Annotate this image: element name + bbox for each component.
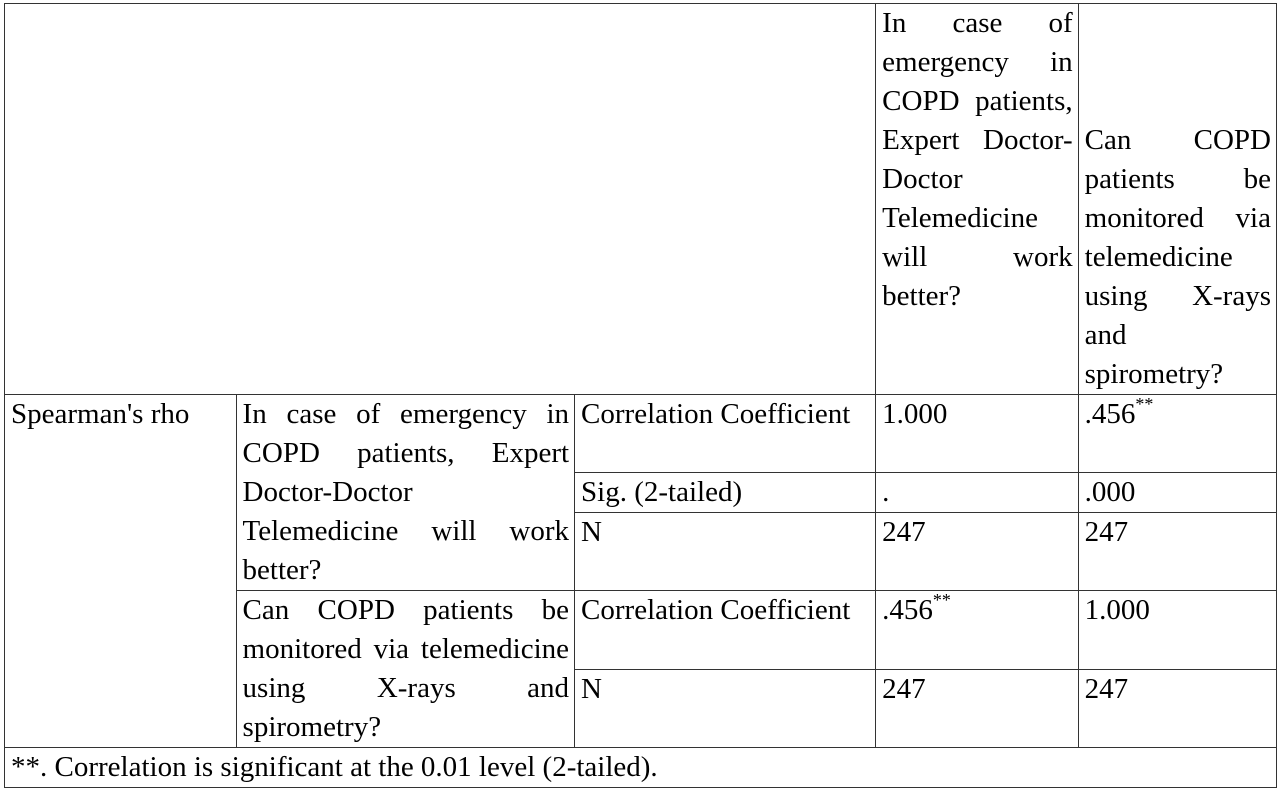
stat-label: N	[575, 669, 876, 748]
header-row	[5, 4, 1277, 395]
stat-label: Correlation Coefficient	[575, 591, 876, 670]
row-variable-1: In case of emergency in COPD patients, Expert Doctor-Doctor Telemedicine will work better?	[236, 395, 575, 591]
stat-value: 247	[876, 513, 1078, 591]
stat-value	[876, 591, 1078, 670]
row-group-label: Spearman's rho	[5, 395, 237, 748]
footnote-row	[5, 748, 1277, 788]
col-header-1: In case of emergency in COPD patients, Expert Doctor-Doctor Telemedicine will work better?	[876, 4, 1078, 395]
header-blank-cell	[5, 4, 876, 395]
value-text: .456	[1084, 398, 1136, 430]
stat-label: N	[575, 513, 876, 591]
stat-value: 247	[876, 669, 1078, 748]
stat-value	[1078, 591, 1276, 670]
col-header-2: Can COPD patients be monitored via telemedicine using X-rays and spirometry?	[1078, 4, 1276, 395]
stat-value	[1078, 395, 1276, 473]
stat-label: Correlation Coefficient	[575, 395, 876, 473]
stat-label: Sig. (2-tailed)	[575, 473, 876, 513]
stat-value: .	[876, 473, 1078, 513]
stat-value	[876, 395, 1078, 473]
value-text: 1.000	[1084, 594, 1150, 626]
significance-mark: **	[932, 590, 951, 610]
value-text: 1.000	[882, 398, 948, 430]
row-variable-2: Can COPD patients be monitored via telemedicine using X-rays and spirometry?	[236, 591, 575, 748]
table-row	[5, 395, 1277, 473]
footnote: **. Correlation is significant at the 0.01 level (2-tailed).	[5, 748, 1277, 788]
stat-value: 247	[1078, 669, 1276, 748]
stat-value: .000	[1078, 473, 1276, 513]
value-text: .456	[882, 594, 933, 626]
stat-value: 247	[1078, 513, 1276, 591]
significance-mark: **	[1135, 394, 1154, 414]
correlation-table	[4, 3, 1277, 788]
